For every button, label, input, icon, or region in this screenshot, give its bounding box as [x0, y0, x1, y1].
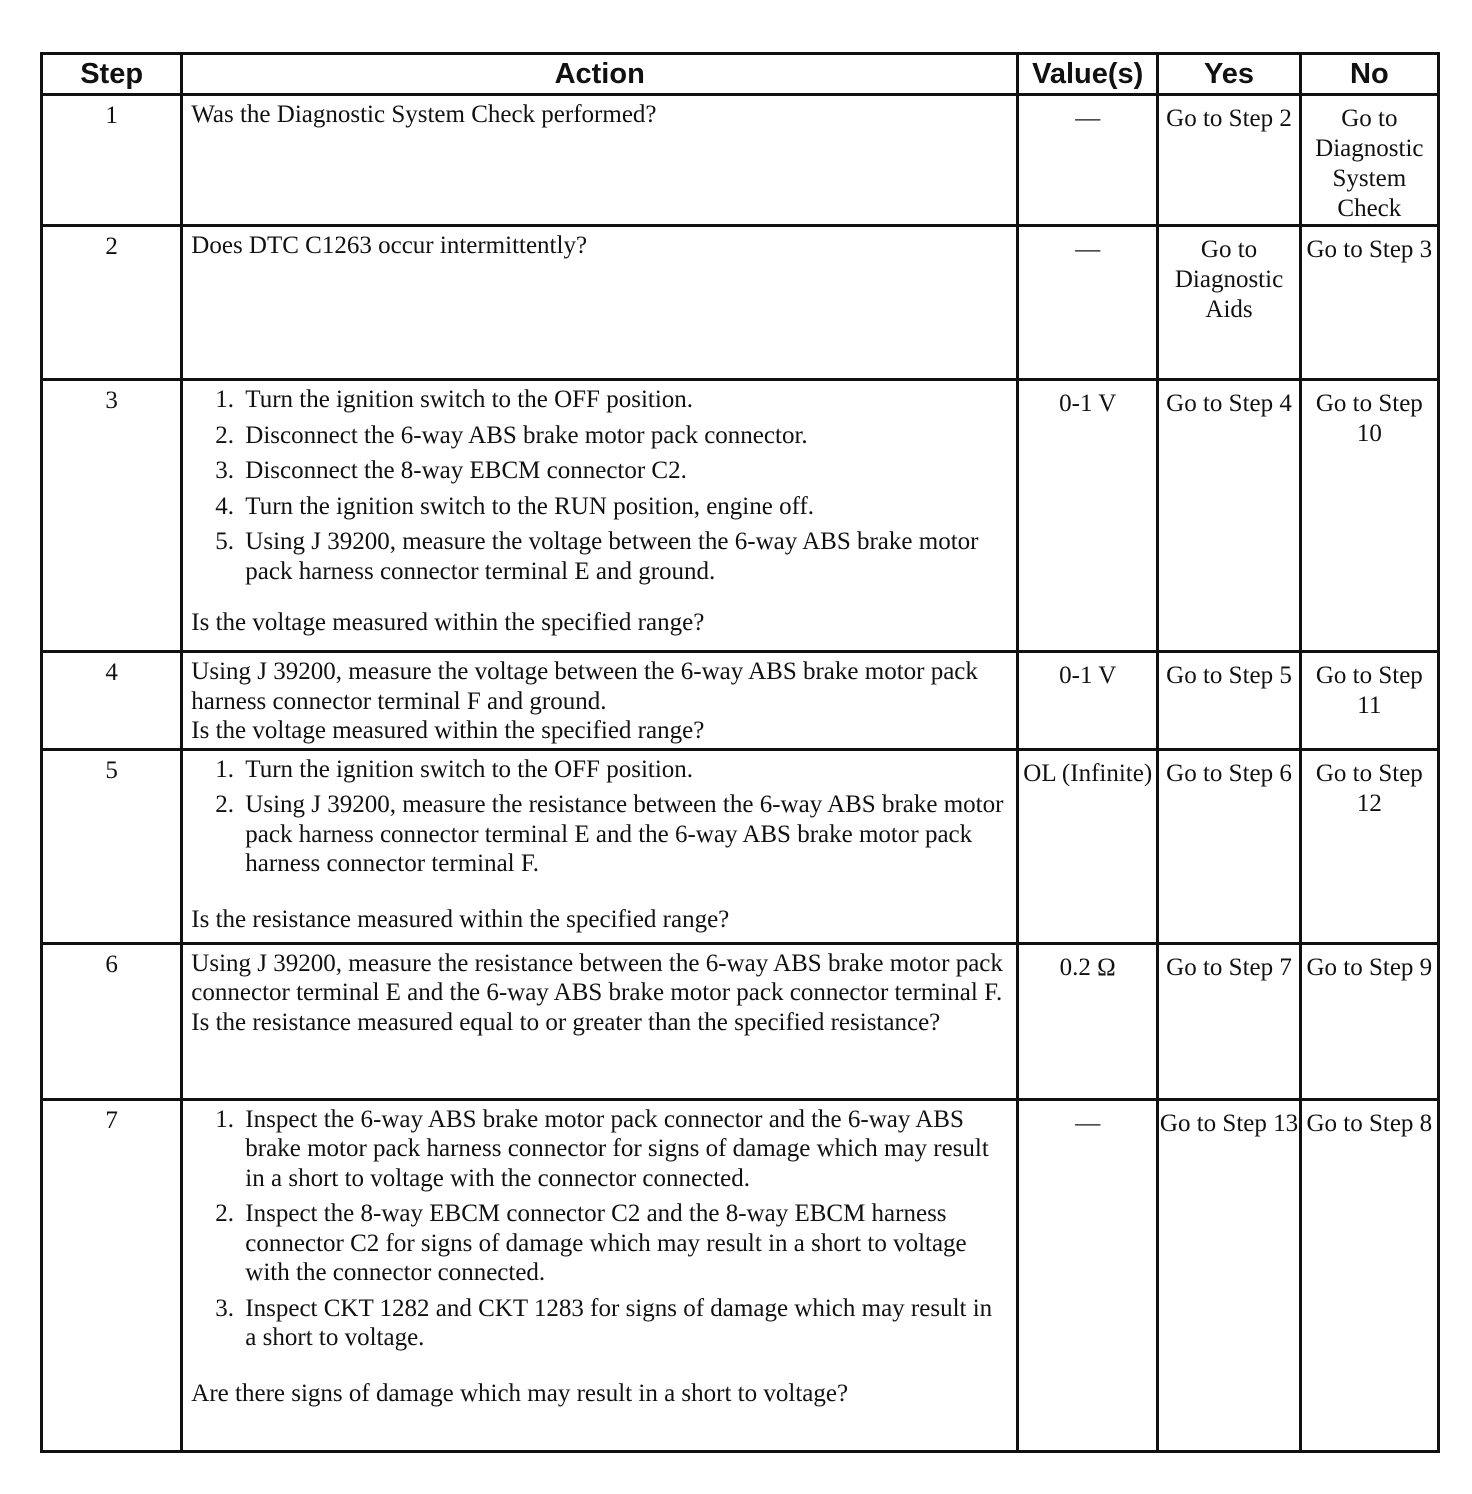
yes-link[interactable]: Go to Step 7 — [1166, 953, 1292, 981]
action-question: Is the voltage measured within the specified range? — [191, 609, 705, 636]
action-step: 1. Turn the ignition switch to the OFF position. — [215, 755, 694, 783]
header-row — [42, 54, 1439, 95]
no-cell — [1300, 380, 1438, 652]
table-row — [42, 380, 1439, 652]
no-cell — [1300, 226, 1438, 380]
no-cell — [1300, 749, 1438, 943]
no-link[interactable]: Go to Step 10 — [1315, 390, 1423, 447]
action-text: Was the Diagnostic System Check performed? — [182, 95, 1018, 226]
value-cell: 0.2 Ω — [1018, 943, 1158, 1099]
yes-cell — [1158, 943, 1300, 1099]
value-cell: OL (Infinite) — [1018, 749, 1158, 943]
action-cell — [182, 380, 1018, 652]
header-values: Value(s) — [1018, 54, 1158, 95]
yes-link[interactable]: Go to Step 4 — [1166, 390, 1292, 417]
action-question: Are there signs of damage which may result in a short to voltage? — [191, 1379, 849, 1407]
action-step: 1. Inspect the 6-way ABS brake motor pack connector and the 6-way ABS brake motor pack harness connector for signs of damage which may result in a short to voltage with the connector connected. — [215, 1105, 989, 1192]
action-step: 5. Using J 39200, measure the voltage between the 6-way ABS brake motor pack harness connector terminal E and ground. — [215, 528, 979, 585]
step-number: 5 — [42, 749, 182, 943]
table-row — [42, 1099, 1439, 1451]
value-cell: 0-1 V — [1018, 380, 1158, 652]
value-cell: — — [1018, 226, 1158, 380]
no-link[interactable]: Go to Step 11 — [1315, 662, 1423, 719]
action-cell — [182, 749, 1018, 943]
action-step: 4. Turn the ignition switch to the RUN position, engine off. — [215, 492, 815, 520]
action-step: 3. Disconnect the 8-way EBCM connector C2. — [215, 457, 687, 484]
action-text: Using J 39200, measure the voltage between the 6-way ABS brake motor pack harness connector terminal F and ground. — [191, 658, 978, 715]
no-link[interactable]: Go to Step 12 — [1315, 759, 1423, 817]
step-number: 3 — [42, 380, 182, 652]
no-link[interactable]: Go to Step 3 — [1306, 236, 1433, 263]
action-question: Is the resistance measured within the specified range? — [191, 905, 730, 933]
value-cell: 0-1 V — [1018, 652, 1158, 750]
action-text: Does DTC C1263 occur intermittently? — [182, 226, 1018, 380]
table-row — [42, 226, 1439, 380]
value-cell: — — [1018, 1099, 1158, 1451]
yes-link[interactable]: Go to Step 5 — [1166, 662, 1292, 689]
no-cell — [1300, 1099, 1438, 1451]
step-number: 2 — [42, 226, 182, 380]
action-cell — [182, 1099, 1018, 1451]
yes-cell — [1158, 749, 1300, 943]
no-cell — [1300, 652, 1438, 750]
yes-link[interactable]: Go to Step 6 — [1166, 759, 1292, 787]
no-link[interactable]: Go to Step 8 — [1306, 1109, 1433, 1137]
step-number: 7 — [42, 1099, 182, 1451]
yes-cell — [1158, 95, 1300, 226]
yes-cell — [1158, 1099, 1300, 1451]
header-step: Step — [42, 54, 182, 95]
step-number: 1 — [42, 95, 182, 226]
action-step: 3. Inspect CKT 1282 and CKT 1283 for signs of damage which may result in a short to voltage. — [215, 1294, 993, 1351]
no-link[interactable]: Go to Step 9 — [1306, 953, 1433, 981]
action-step: 2. Inspect the 8-way EBCM connector C2 and the 8-way EBCM harness connector C2 for signs of damage which may result in a short to voltage with the connector connected. — [215, 1200, 967, 1286]
action-steps-list — [191, 385, 1008, 586]
action-steps-list — [191, 755, 1008, 879]
action-steps-list — [191, 1105, 1008, 1353]
table-row — [42, 652, 1439, 750]
action-question: Is the resistance measured equal to or greater than the specified resistance? — [191, 1008, 941, 1036]
action-cell — [182, 652, 1018, 750]
yes-link[interactable]: Go to Diagnostic Aids — [1174, 236, 1284, 323]
action-step: 2. Using J 39200, measure the resistance between the 6-way ABS brake motor pack harness connector terminal E and the 6-way ABS brake motor pack harness connector terminal F. — [215, 791, 1004, 877]
step-number: 6 — [42, 943, 182, 1099]
yes-link[interactable]: Go to Step 13 — [1159, 1109, 1299, 1137]
value-cell: — — [1018, 95, 1158, 226]
table-row — [42, 943, 1439, 1099]
header-action: Action — [182, 54, 1018, 95]
table-row — [42, 95, 1439, 226]
step-number: 4 — [42, 652, 182, 750]
no-cell — [1300, 95, 1438, 226]
yes-cell — [1158, 652, 1300, 750]
action-text: Using J 39200, measure the resistance between the 6-way ABS brake motor pack connector terminal E and the 6-way ABS brake motor pack connector terminal F. — [191, 949, 1003, 1006]
no-cell — [1300, 943, 1438, 1099]
action-cell — [182, 943, 1018, 1099]
yes-cell — [1158, 226, 1300, 380]
diagnostic-table — [40, 52, 1440, 1453]
action-step: 1. Turn the ignition switch to the OFF position. — [215, 386, 694, 413]
no-link[interactable]: Go to Diagnostic System Check — [1315, 105, 1424, 222]
table-row — [42, 749, 1439, 943]
action-step: 2. Disconnect the 6-way ABS brake motor pack connector. — [215, 421, 808, 449]
yes-cell — [1158, 380, 1300, 652]
yes-link[interactable]: Go to Step 2 — [1166, 105, 1292, 132]
action-question: Is the voltage measured within the specified range? — [191, 717, 705, 744]
header-yes: Yes — [1158, 54, 1300, 95]
header-no: No — [1300, 54, 1438, 95]
